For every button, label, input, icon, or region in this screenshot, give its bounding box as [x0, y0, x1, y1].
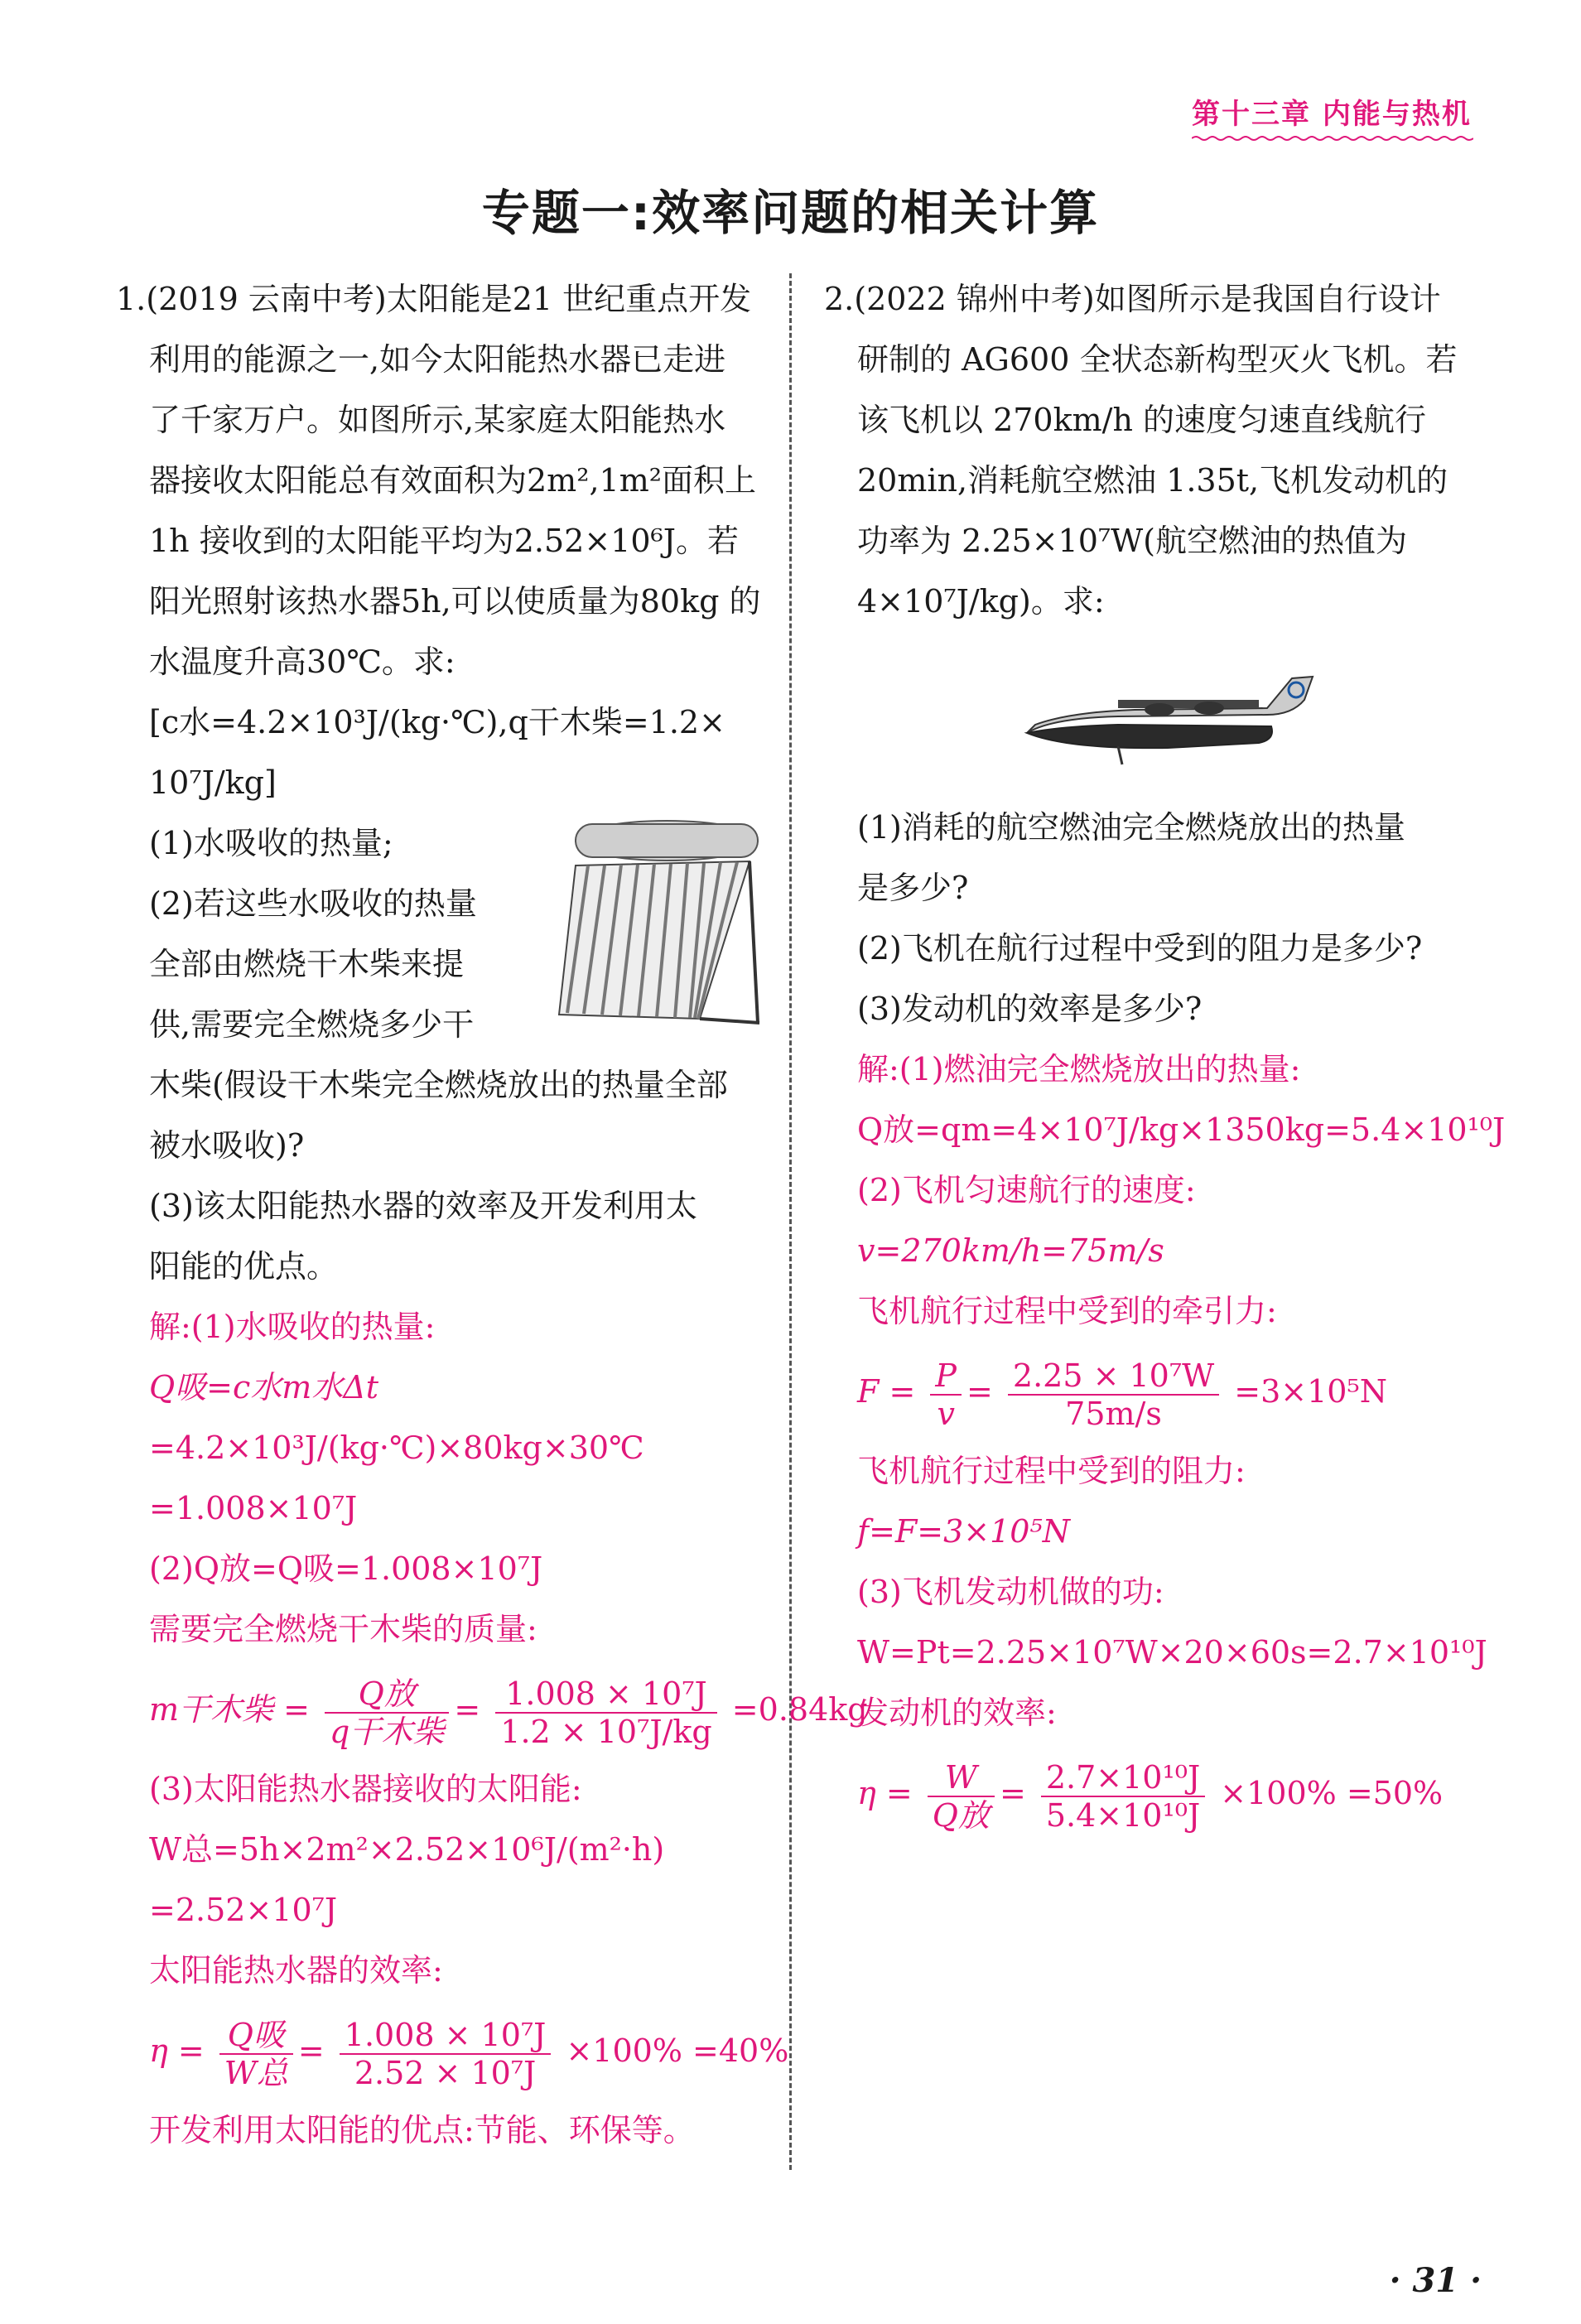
fraction: $\frac{\text{Q放}}{\text{q干木柴}}$	[325, 1675, 449, 1750]
q2-line: 功率为 2.25×10⁷W(航空燃油的热值为	[857, 523, 1407, 559]
answer-line: 解:(1)燃油完全燃烧放出的热量:	[857, 1051, 1301, 1087]
q1-line: 10⁷J/kg]	[149, 764, 277, 801]
fraction: $\frac{\text{2.7×10¹⁰J}}{\text{5.4×10¹⁰J}}$	[1041, 1759, 1205, 1834]
ag600-airplane-image	[1019, 667, 1317, 774]
q2-sub-question: (2)飞机在航行过程中受到的阻力是多少?	[857, 930, 1423, 967]
answer-line: (2)飞机匀速航行的速度:	[857, 1172, 1196, 1208]
answer-line: =4.2×10³J/(kg·℃)×80kg×30℃	[149, 1430, 644, 1466]
q1-sub-question: 全部由燃烧干木柴来提	[149, 946, 465, 982]
q1-sub-question: 被水吸收)?	[149, 1127, 305, 1164]
q2-sub-question: 是多少?	[857, 870, 969, 906]
question-1	[116, 269, 868, 2161]
solar-water-heater-image	[542, 816, 766, 1031]
q2-sub-question: (3)发动机的效率是多少?	[857, 991, 1203, 1027]
q1-answer	[116, 1297, 868, 2161]
q1-line: 1.(2019 云南中考)太阳能是21 世纪重点开发	[116, 281, 752, 317]
wave-underline	[1192, 135, 1473, 142]
q2-line: 4×10⁷J/kg)。求:	[857, 583, 1105, 620]
q2-line: 20min,消耗航空燃油 1.35t,飞机发动机的	[857, 462, 1448, 499]
page-number: · 31 ·	[1389, 2261, 1482, 2300]
fraction: $\frac{\text{1.008 × 10⁷J}}{\text{1.2 × 10⁷J/kg}}$	[495, 1675, 716, 1750]
answer-line: Q放=qm=4×10⁷J/kg×1350kg=5.4×10¹⁰J	[857, 1111, 1506, 1148]
q1-line: 器接收太阳能总有效面积为2m²,1m²面积上	[149, 462, 756, 499]
q1-sub-question: (2)若这些水吸收的热量	[149, 885, 477, 922]
answer-line: W总=5h×2m²×2.52×10⁶J/(m²·h)	[149, 1831, 665, 1868]
fraction: $\frac{W}{\text{Q放}}$	[928, 1759, 995, 1834]
q2-number: 2.	[824, 281, 855, 317]
answer-formula: η = $\frac{W}{\text{Q放}}$ = $\frac{\text{2.7×10¹⁰J}}{\text{5.4×10¹⁰J}}$ ×100% =50%	[857, 1758, 1444, 1834]
fraction: $\frac{\text{2.25 × 10⁷W}}{75m/s}$	[1008, 1357, 1219, 1432]
answer-line: 需要完全燃烧干木柴的质量:	[149, 1611, 537, 1647]
column-divider	[789, 273, 792, 2170]
q2-sub-question: (1)消耗的航空燃油完全燃烧放出的热量	[857, 809, 1405, 846]
q1-line: 了千家万户。如图所示,某家庭太阳能热水	[149, 402, 726, 438]
page-title: 专题一:效率问题的相关计算	[481, 185, 1100, 241]
q1-number: 1.	[116, 281, 147, 317]
answer-line: (2)Q放=Q吸=1.008×10⁷J	[149, 1550, 543, 1587]
question-2	[824, 269, 1506, 1843]
chapter-header	[1192, 91, 1473, 142]
q1-line: 阳光照射该热水器5h,可以使质量为80kg 的	[149, 583, 761, 620]
chapter-title: 第十三章 内能与热机	[1192, 98, 1472, 131]
q1-sub-question: 阳能的优点。	[149, 1248, 339, 1285]
q1-line: 利用的能源之一,如今太阳能热水器已走进	[149, 341, 726, 378]
fraction: $\frac{P}{v}$	[930, 1357, 962, 1432]
answer-line: Q吸=c水m水Δt	[149, 1369, 379, 1405]
answer-line: f=F=3×10⁵N	[857, 1513, 1070, 1550]
q1-sub-question: 木柴(假设干木柴完全燃烧放出的热量全部	[149, 1067, 728, 1103]
q1-line: 水温度升高30℃。求:	[149, 644, 456, 680]
answer-formula: η = $\frac{\text{Q吸}}{\text{W总}}$ = $\frac{\text{1.008 × 10⁷J}}{\text{2.52 × 10⁷J}}$ ×100% =40%	[149, 2016, 789, 2091]
answer-line: W=Pt=2.25×10⁷W×20×60s=2.7×10¹⁰J	[857, 1634, 1487, 1671]
fraction: $\frac{\text{1.008 × 10⁷J}}{\text{2.52 × 10⁷J}}$	[340, 2017, 552, 2091]
q2-line: 该飞机以 270km/h 的速度匀速直线航行	[857, 402, 1427, 438]
q1-sub-question: (1)水吸收的热量;	[149, 825, 393, 861]
answer-line: 飞机航行过程中受到的牵引力:	[857, 1293, 1277, 1329]
answer-line: (3)飞机发动机做的功:	[857, 1574, 1164, 1610]
q2-answer	[824, 1039, 1506, 1843]
answer-line: =2.52×10⁷J	[149, 1892, 338, 1928]
answer-line: =1.008×10⁷J	[149, 1490, 358, 1526]
answer-line: 开发利用太阳能的优点:节能、环保等。	[149, 2112, 695, 2148]
answer-line: 解:(1)水吸收的热量:	[149, 1309, 436, 1345]
q1-line: [c水=4.2×10³J/(kg·℃),q干木柴=1.2×	[149, 704, 725, 740]
answer-formula: m干木柴 = $\frac{\text{Q放}}{\text{q干木柴}}$ = $\frac{\text{1.008 × 10⁷J}}{\text{1.2 × 10⁷J/kg}}$ =0.84kg	[149, 1675, 868, 1750]
answer-line: 发动机的效率:	[857, 1695, 1057, 1731]
answer-formula: F = $\frac{P}{v}$ = $\frac{\text{2.25 × 10⁷W}}{75m/s}$ =3×10⁵N	[857, 1357, 1387, 1432]
answer-line: 飞机航行过程中受到的阻力:	[857, 1453, 1246, 1489]
q2-line: 2.(2022 锦州中考)如图所示是我国自行设计	[824, 281, 1441, 317]
q2-line: 研制的 AG600 全状态新构型灭火飞机。若	[857, 341, 1458, 378]
q1-sub-question: (3)该太阳能热水器的效率及开发利用太	[149, 1188, 697, 1224]
fraction: $\frac{\text{Q吸}}{\text{W总}}$	[219, 2017, 293, 2091]
answer-line: v=270km/h=75m/s	[857, 1232, 1164, 1269]
answer-line: (3)太阳能热水器接收的太阳能:	[149, 1771, 582, 1807]
answer-line: 太阳能热水器的效率:	[149, 1952, 443, 1989]
q1-sub-question: 供,需要完全燃烧多少干	[149, 1006, 475, 1043]
q1-line: 1h 接收到的太阳能平均为2.52×10⁶J。若	[149, 523, 740, 559]
